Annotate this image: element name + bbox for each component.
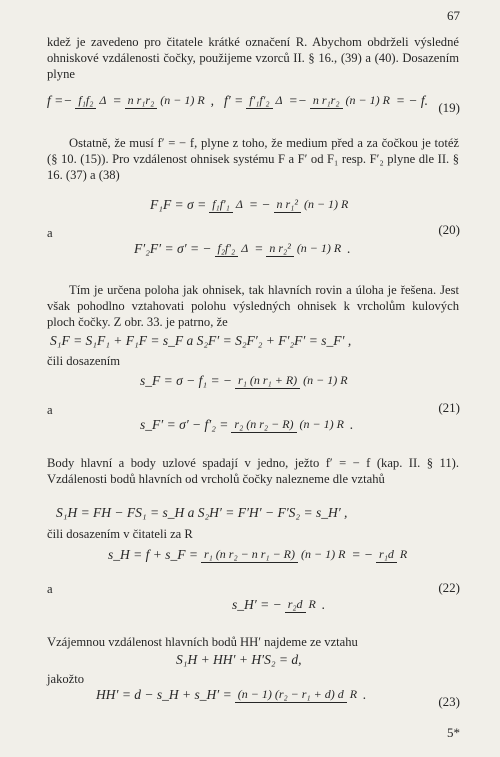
eq20a-mid: = − [248,196,271,212]
eq20a-lhs: F₁F = σ = [150,196,207,212]
conjunction-a-2: a [47,403,53,417]
eq22b-lhs: s_H′ = − [232,596,282,612]
eq21b-den: (n − 1) R [299,417,344,431]
eq22a-frac-2 [376,546,410,563]
jakozto-label: jakožto [47,672,85,686]
eq19-frac-4 [310,92,393,109]
equation-number-23: (23) [438,694,460,709]
eq22a-lhs: s_H = f + s_F = [108,546,198,562]
eq20a-frac-1 [209,196,246,213]
paragraph-5: Vzájemnou vzdálenost hlavních bodů HH′ najdeme ze vztahu [47,635,358,649]
equation-23 [96,686,366,703]
eq19-num-2: n r₁r₂ [125,93,158,109]
eq19-num-3: f′₁f′₂ [246,93,272,109]
eq20b-num-1: f₂f′₂ [215,241,239,257]
eq19-num-4: n r₁r₂ [310,93,343,109]
eq20b-den-1: Δ [241,241,249,255]
paragraph-2: Ostatně, že musí f′ = − f, plyne z toho, že medium před a za čočkou je totéž (§ 10. (15)). Pro vzdálenost ohnisek systému F a F′ od F₁ resp. F′₂ plyne dle II. § 16. (37) a (38) [47,136,459,182]
eq22a-frac-1 [201,546,348,563]
eq19-minus2: − [297,92,307,108]
eq20b-den-2: (n − 1) R [296,241,342,255]
eq19-fprime: f′ = [224,92,244,108]
eq22b-num: r₂d [285,597,306,613]
eq19-lhs: f = [47,92,64,108]
equation-principal-sums: S₁H = FH − FS₁ = s_H a S₂H′ = F′H′ − F′S₂ = s_H′ , [56,505,348,520]
cili-dosazenim-2: čili dosazením v čitateli za R [47,527,193,541]
eq20b-num-2: n r₂² [266,241,293,257]
eq19-eq2: = [288,92,298,108]
eq19-den-4: (n − 1) R [345,93,390,107]
eq22b-den: R [308,597,316,611]
eq22a-num-1: r₁ (n r₂ − n r₁ − R) [201,547,298,563]
eq22b-tail: . [321,596,326,612]
eq20b-frac-2 [266,240,344,257]
eq23-lhs: HH′ = d − s_H + s_H′ = [96,686,232,702]
eq19-den-1: Δ [99,93,107,107]
eq21a-den: (n − 1) R [303,373,348,387]
eq19-eq: = [112,92,122,108]
eq21b-num: r₂ (n r₂ − R) [231,417,296,433]
eq20b-lhs: F′₂F′ = σ′ = − [134,240,212,256]
eq21a-frac [235,372,351,389]
paragraph-1: kdež je zavedeno pro čitatele krátké označení R. Abychom obdrželi výsledné ohniskové vzdálenosti čočky, použijeme vzorců II. § 16., (39) a (40). Dosazením plyne [47,35,459,81]
eq20a-num-1: f₁f′₁ [209,197,233,213]
eq23-frac [235,686,360,703]
eq22a-den-1: (n − 1) R [301,547,346,561]
eq21b-tail: . [349,416,354,432]
eq19-den-3: Δ [275,93,283,107]
eq19-num-1: f₁f₂ [75,93,96,109]
equation-20a [150,196,354,213]
page-number: 67 [447,8,460,23]
equation-22b [232,596,325,613]
equation-focal-sums: S₁F = S₁F₁ + F₁F = s_F a S₂F′ = S₂F′₂ + F′₂F′ = s_F′ , [50,333,352,348]
eq23-tail: . [363,686,367,702]
eq20a-den-2: (n − 1) R [303,197,349,211]
eq19-den-2: (n − 1) R [160,93,205,107]
eq20b-frac-1 [215,240,252,257]
eq22a-mid: = − [351,546,374,562]
conjunction-a-3: a [47,582,53,596]
eq21b-frac [231,416,347,433]
cili-dosazenim-1: čili dosazením [47,354,121,368]
paragraph-4: Body hlavní a body uzlové spadají v jedno, ježto f′ = − f (kap. II. § 11). Vzdálenosti bodů hlavních od vrcholů čočky nalezneme dle vztahů [47,456,459,486]
eq19-frac-1 [75,92,109,109]
eq20a-num-2: n r₁² [274,197,301,213]
eq20b-mid: = [254,240,264,256]
equation-number-22: (22) [438,580,460,595]
eq19-frac-2 [125,92,208,109]
equation-number-19: (19) [438,100,460,115]
eq23-den: R [349,687,358,701]
eq20a-den-1: Δ [235,197,243,211]
eq20a-frac-2 [274,196,352,213]
equation-22a [108,546,413,563]
paragraph-3: Tím je určena poloha jak ohnisek, tak hlavních rovin a úloha je řešena. Jest však pohodlno vztahovati polohu výsledných ohnisek k vrcholům kulových ploch čočky. Z obr. 33. je patrno, že [47,283,459,329]
equation-21b [140,416,353,433]
eq23-num: (n − 1) (r₂ − r₁ + d) d [235,687,347,703]
eq19-minus: − [63,92,73,108]
equation-21a [140,372,354,389]
equation-number-20: (20) [438,222,460,237]
eq20b-tail: . [347,240,351,256]
footer-signature-mark: 5* [447,725,460,740]
eq19-frac-3 [246,92,285,109]
eq19-tail: = − f. [395,92,429,108]
equation-20b [134,240,351,257]
equation-19 [47,92,428,109]
conjunction-a-1: a [47,226,53,240]
eq22b-frac [285,596,319,613]
eq21a-num: r₁ (n r₁ + R) [235,373,300,389]
eq22a-num-2: r₁d [376,547,397,563]
eq19-comma: , [210,92,215,108]
equation-number-21: (21) [438,400,460,415]
equation-distance-sum: S₁H + HH′ + H′S₂ = d, [176,652,302,667]
eq21b-lhs: s_F′ = σ′ − f′₂ = [140,416,229,432]
eq21a-lhs: s_F = σ − f₁ = − [140,372,233,388]
eq22a-den-2: R [399,547,408,561]
